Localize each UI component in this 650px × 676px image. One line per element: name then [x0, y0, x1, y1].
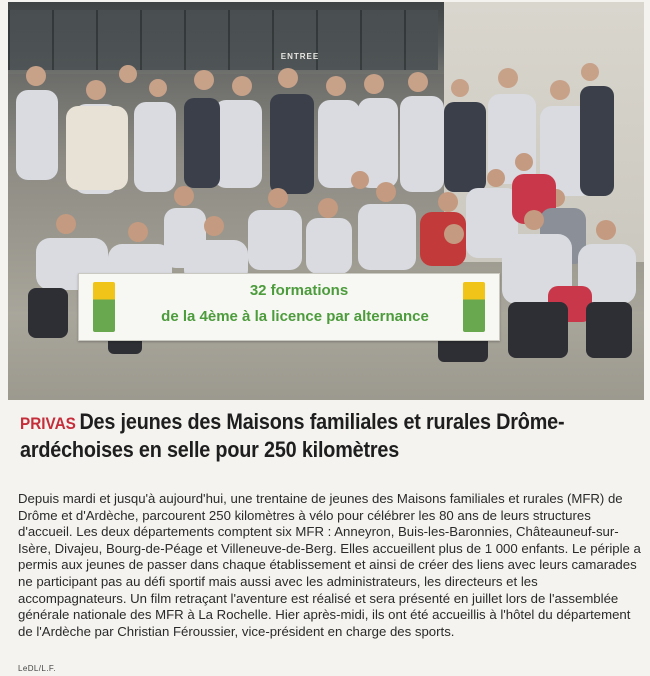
banner-title: 32 formations: [249, 282, 349, 299]
photo-credit: LeDL/L.F.: [18, 664, 56, 673]
article-headline: [20, 409, 578, 463]
event-banner: [78, 273, 500, 341]
banner-subtitle: de la 4ème à la licence par alternance: [161, 308, 429, 325]
location-kicker: PRIVAS: [20, 414, 76, 433]
mfr-logo-left: [93, 282, 115, 332]
entrance-sign: ENTREE: [280, 52, 320, 61]
headline-text: Des jeunes des Maisons familiales et rurales Drôme-ardéchoises en selle pour 250 kilomètres: [20, 409, 565, 462]
mfr-logo-right: [463, 282, 485, 332]
group-photo: [8, 2, 644, 400]
article-body: Depuis mardi et jusqu'à aujourd'hui, une trentaine de jeunes des Maisons familiales et rurales (MFR) de Drôme et d'Ardèche, parcourent 250 kilomètres à vélo pour célébrer les 80 ans de leurs structures d'accueil. Les deux départements comptent six MFR : Anneyron, Buis-les-Baronnies, Châteauneuf-sur-Isère, Divajeu, Bourg-de-Péage et Villeneuve-de-Berg. Elles accueillent plus de 1 000 enfants. Le périple a permis aux jeunes de passer dans chaque établissement et ainsi de créer des liens avec leurs camarades ne participant pas au défi sportif mais aussi avec les administrateurs, les directeurs et les accompagnateurs. Un film retraçant l'aventure est réalisé et sera présenté en juillet lors de l'assemblée générale nationale des MFR à La Rochelle. Hier après-midi, ils ont été accueillis à l'hôtel du département de l'Ardèche par Christian Féroussier, vice-président en charge des sports.: [18, 491, 641, 639]
